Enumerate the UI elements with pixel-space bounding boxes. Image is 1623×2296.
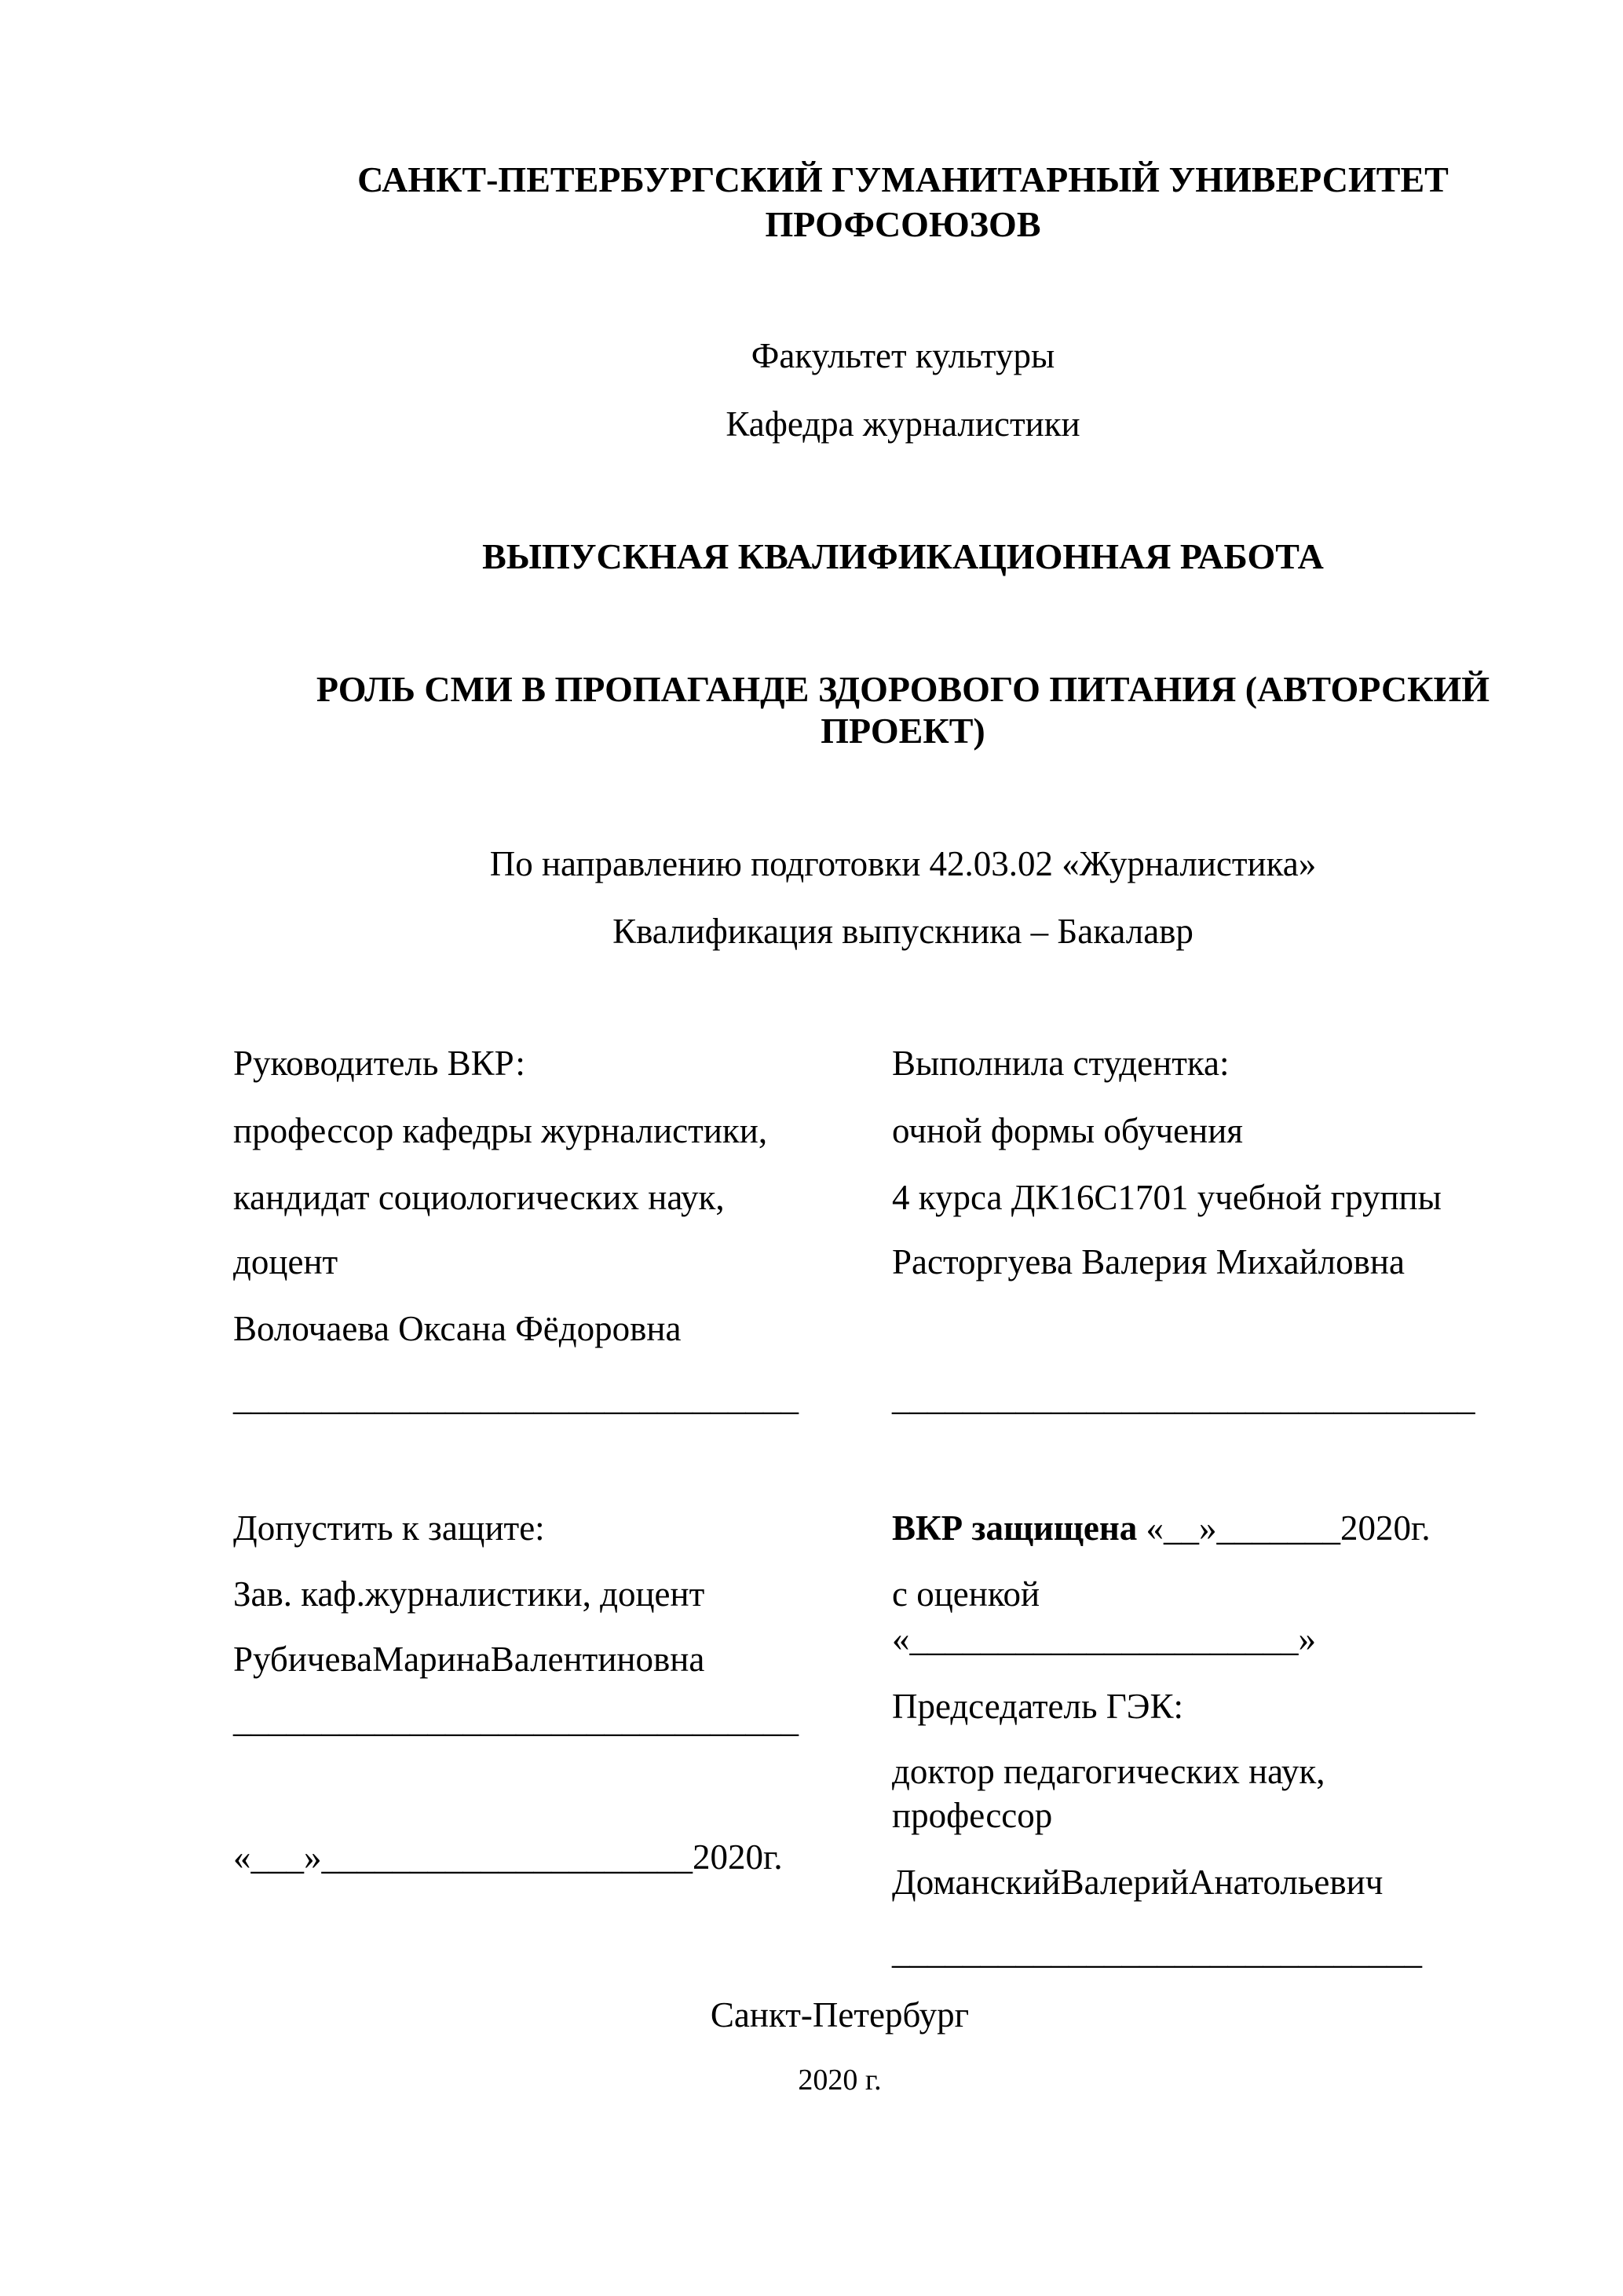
chair-degree: доктор педагогических наук, (892, 1752, 1325, 1791)
admission-signature-line: ________________________________ (233, 1700, 799, 1739)
chair-name: ДоманскийВалерийАнатольевич (892, 1863, 1384, 1902)
work-type: ВЫПУСКНАЯ КВАЛИФИКАЦИОННАЯ РАБОТА (482, 536, 1324, 576)
work-title-line1: РОЛЬ СМИ В ПРОПАГАНДЕ ЗДОРОВОГО ПИТАНИЯ (АВТОРСКИЙ (316, 669, 1490, 709)
supervisor-name: Волочаева Оксана Фёдоровна (233, 1309, 682, 1348)
chair-signature-line: ______________________________ (892, 1932, 1422, 1971)
direction: По направлению подготовки 42.03.02 «Журналистика» (489, 844, 1317, 883)
admission-date: «___»_____________________2020г. (233, 1837, 783, 1877)
supervisor-degree: кандидат социологических наук, (233, 1178, 725, 1217)
grade-label: с оценкой (892, 1574, 1040, 1614)
student-label: Выполнила студентка: (892, 1044, 1230, 1083)
defense-label-bold: ВКР защищена (892, 1508, 1138, 1548)
grade-blank: «______________________» (892, 1619, 1316, 1658)
chair-label: Председатель ГЭК: (892, 1687, 1183, 1726)
university-name-line1: САНКТ-ПЕТЕРБУРГСКИЙ ГУМАНИТАРНЫЙ УНИВЕРСИТЕТ (357, 159, 1449, 199)
work-title-line2: ПРОЕКТ) (821, 711, 985, 751)
student-name: Расторгуева Валерия Михайловна (892, 1242, 1405, 1281)
qualification: Квалификация выпускника – Бакалавр (612, 912, 1193, 951)
university-name-line2: ПРОФСОЮЗОВ (765, 204, 1041, 244)
year: 2020 г. (798, 2064, 882, 2097)
student-signature-line: _________________________________ (892, 1378, 1475, 1417)
admission-label: Допустить к защите: (233, 1508, 545, 1548)
defense-date: «__»_______2020г. (1137, 1508, 1431, 1548)
student-group: 4 курса ДК16С1701 учебной группы (892, 1178, 1442, 1217)
defense-label (892, 1506, 1431, 1550)
chair-title: профессор (892, 1796, 1053, 1835)
city: Санкт-Петербург (710, 1995, 970, 2035)
supervisor-position: профессор кафедры журналистики, (233, 1111, 768, 1150)
admission-name: РубичеваМаринаВалентиновна (233, 1640, 705, 1679)
admission-position: Зав. каф.журналистики, доцент (233, 1574, 705, 1614)
supervisor-title: доцент (233, 1242, 338, 1281)
faculty: Факультет культуры (751, 336, 1055, 375)
student-study-form: очной формы обучения (892, 1111, 1243, 1150)
department: Кафедра журналистики (726, 404, 1080, 444)
supervisor-label: Руководитель ВКР: (233, 1044, 525, 1083)
supervisor-signature-line: ________________________________ (233, 1378, 799, 1417)
